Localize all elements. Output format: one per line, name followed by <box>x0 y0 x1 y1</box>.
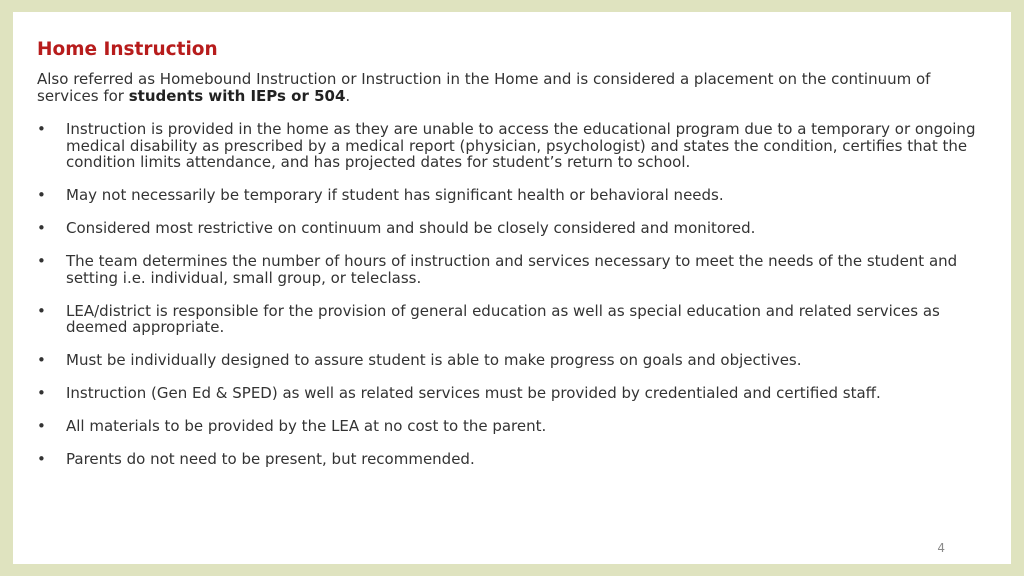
bullet-item <box>37 253 987 286</box>
bullet-text: Considered most restrictive on continuum and should be closely considered and monitored. <box>66 219 756 237</box>
bullet-item <box>37 220 987 237</box>
bullet-dot-icon: • <box>37 301 46 320</box>
bullet-item <box>37 187 987 204</box>
bullet-text: All materials to be provided by the LEA at no cost to the parent. <box>66 417 547 435</box>
bullet-text: Must be individually designed to assure student is able to make progress on goals and objectives. <box>66 351 802 369</box>
bullet-list <box>37 121 987 484</box>
bullet-item <box>37 385 987 402</box>
page-number: 4 <box>937 541 945 555</box>
intro-text-before: Also referred as Homebound Instruction or Instruction in the Home and is considered a placement on the continuum of services for <box>37 70 931 105</box>
bullet-item <box>37 352 987 369</box>
bullet-dot-icon: • <box>37 450 46 468</box>
bullet-dot-icon: • <box>37 120 46 138</box>
bullet-text: May not necessarily be temporary if student has significant health or behavioral needs. <box>66 186 724 204</box>
intro-text-after: . <box>345 87 351 105</box>
intro-paragraph <box>37 71 987 105</box>
bullet-text: Parents do not need to be present, but recommended. <box>66 450 475 468</box>
bullet-dot-icon: • <box>37 219 46 237</box>
bullet-item <box>37 303 987 336</box>
bullet-item <box>37 418 987 435</box>
bullet-dot-icon: • <box>37 252 46 270</box>
bullet-text: The team determines the number of hours of instruction and services necessary to meet the needs of the student and setting i.e. individual, small group, or teleclass. <box>66 252 958 287</box>
slide-title: Home Instruction <box>37 39 218 60</box>
bullet-dot-icon: • <box>37 384 46 402</box>
intro-bold-text: students with IEPs or 504 <box>128 87 346 105</box>
bullet-dot-icon: • <box>37 351 46 369</box>
bullet-item <box>37 121 987 171</box>
bullet-text: Instruction (Gen Ed & SPED) as well as related services must be provided by credentialed and certified staff. <box>66 384 881 402</box>
slide <box>13 12 1011 564</box>
bullet-dot-icon: • <box>37 186 46 204</box>
bullet-item <box>37 451 987 468</box>
bullet-dot-icon: • <box>37 417 46 435</box>
bullet-text: Instruction is provided in the home as they are unable to access the educational program due to a temporary or ongoing medical disability as prescribed by a medical report (physician, psychologist) and states the condition, certifies that the condition limits attendance, and has projected dates for student’s return to school. <box>66 120 976 171</box>
bullet-text: LEA/district is responsible for the provision of general education as well as special education and related services as deemed appropriate. <box>66 301 940 336</box>
